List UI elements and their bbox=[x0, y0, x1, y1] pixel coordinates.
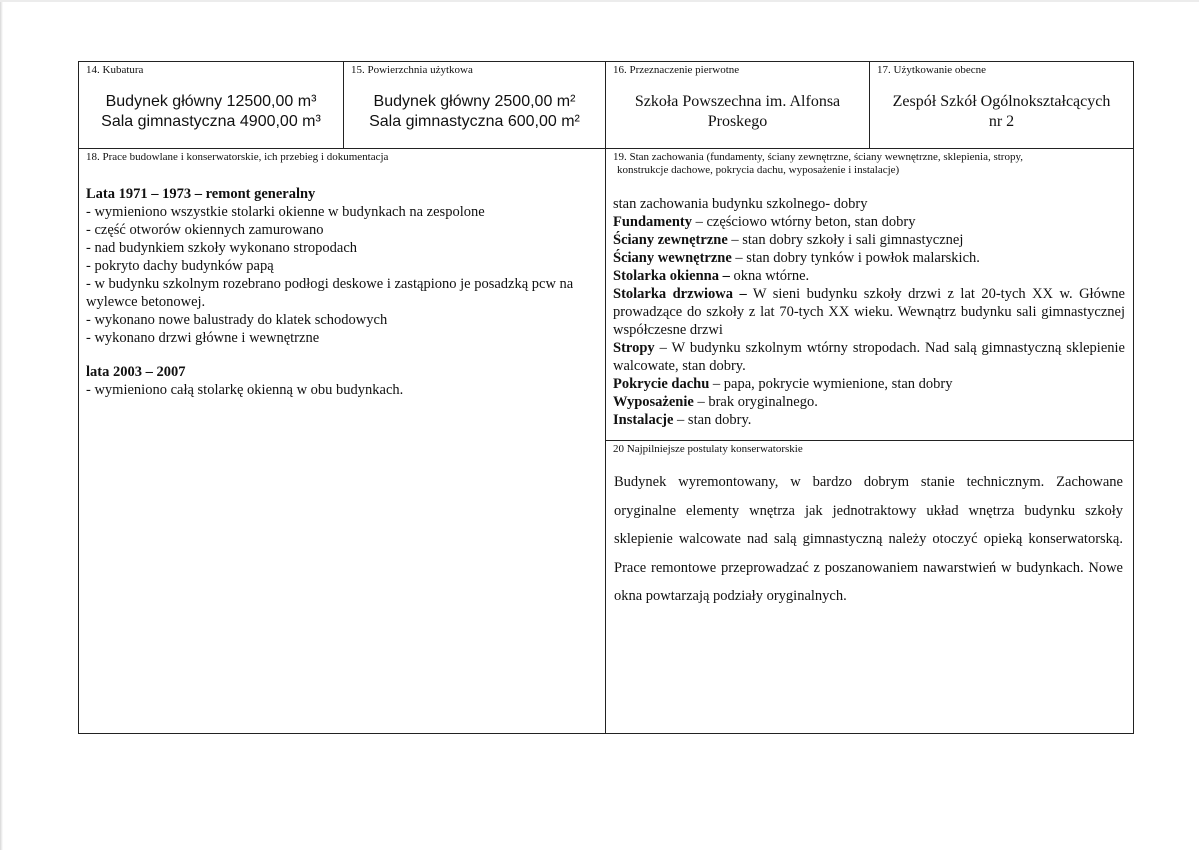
cell-16-value bbox=[606, 92, 869, 132]
condition-label: Fundamenty bbox=[613, 214, 692, 230]
cell-15-powierzchnia bbox=[344, 62, 606, 149]
cell-19-header-line-1: 19. Stan zachowania (fundamenty, ściany zewnętrzne, ściany wewnętrzne, sklepienia, stropy, bbox=[613, 151, 1024, 163]
cell-14-header: 14. Kubatura bbox=[86, 64, 144, 76]
condition-item bbox=[613, 375, 1125, 393]
condition-label: Ściany zewnętrzne bbox=[613, 232, 728, 248]
work-item: - wymieniono wszystkie stolarki okienne w budynkach na zespolone bbox=[86, 204, 485, 220]
cell-18-header: 18. Prace budowlane i konserwatorskie, ich przebieg i dokumentacja bbox=[86, 151, 389, 163]
cell-15-line-2: Sala gimnastyczna 600,00 m² bbox=[369, 113, 580, 130]
condition-text: – W budynku szkolnym wtórny stropodach. Nad salą gimnastyczną sklepienie walcowate, stan dobry. bbox=[613, 340, 1125, 374]
cell-17-header: 17. Użytkowanie obecne bbox=[877, 64, 987, 76]
condition-item bbox=[613, 231, 1125, 249]
cell-19-body bbox=[613, 195, 1125, 429]
page-top-edge bbox=[0, 0, 1199, 2]
condition-label: Stolarka okienna – bbox=[613, 268, 730, 284]
work-item: - część otworów okiennych zamurowano bbox=[86, 222, 324, 238]
condition-item bbox=[613, 213, 1125, 231]
condition-label: Wyposażenie bbox=[613, 394, 694, 410]
cell-16-header: 16. Przeznaczenie pierwotne bbox=[613, 64, 740, 76]
cell-19-header bbox=[613, 151, 1127, 177]
condition-label: Stropy bbox=[613, 340, 655, 356]
cell-17-value bbox=[870, 92, 1133, 132]
condition-item bbox=[613, 267, 1125, 285]
condition-label: Pokrycie dachu bbox=[613, 376, 710, 392]
work-item: - nad budynkiem szkoły wykonano stropodach bbox=[86, 240, 358, 256]
condition-item bbox=[613, 393, 1125, 411]
conservation-record-form bbox=[78, 61, 1134, 734]
condition-text: – stan dobry tynków i powłok malarskich. bbox=[731, 250, 980, 266]
cell-19-stan-zachowania bbox=[606, 149, 1133, 441]
cell-20-header: 20 Najpilniejsze postulaty konserwatorskie bbox=[613, 443, 803, 455]
work-item: - wykonano nowe balustrady do klatek schodowych bbox=[86, 312, 388, 328]
cell-15-line-1: Budynek główny 2500,00 m² bbox=[373, 93, 576, 110]
condition-item bbox=[613, 339, 1125, 375]
cell-14-line-1: Budynek główny 12500,00 m³ bbox=[105, 93, 317, 110]
work-item: - wykonano drzwi główne i wewnętrzne bbox=[86, 330, 320, 346]
condition-text: – brak oryginalnego. bbox=[693, 394, 818, 410]
condition-text: W sieni budynku szkoły drzwi z lat 20-tych XX w. Główne prowadzące do szkoły z lat 70-tych XX wieku. Wewnątrz budynku sali gimnastycznej współczesne drzwi bbox=[613, 286, 1125, 338]
condition-text: – papa, pokrycie wymienione, stan dobry bbox=[709, 376, 953, 392]
condition-text: – stan dobry. bbox=[673, 412, 752, 428]
condition-label: Ściany wewnętrzne bbox=[613, 250, 732, 266]
cell-15-header: 15. Powierzchnia użytkowa bbox=[351, 64, 473, 76]
page-edge-shadow bbox=[0, 0, 3, 850]
work-item: - wymieniono całą stolarkę okienną w obu budynkach. bbox=[86, 382, 404, 398]
condition-item bbox=[613, 285, 1125, 339]
condition-item bbox=[613, 411, 1125, 429]
cell-18-body bbox=[86, 185, 597, 399]
cell-17-uzytkowanie bbox=[870, 62, 1133, 149]
section-title-1971: Lata 1971 – 1973 – remont generalny bbox=[86, 186, 316, 202]
cell-14-line-2: Sala gimnastyczna 4900,00 m³ bbox=[101, 113, 321, 130]
cell-19-header-line-2: konstrukcje dachowe, pokrycia dachu, wyposażenie i instalacje) bbox=[617, 164, 900, 176]
cell-16-przeznaczenie bbox=[606, 62, 870, 149]
cell-16-line-2: Proskego bbox=[707, 113, 768, 130]
work-item: - pokryto dachy budynków papą bbox=[86, 258, 274, 274]
condition-item bbox=[613, 249, 1125, 267]
cell-20-postulaty bbox=[606, 441, 1133, 733]
section-title-2003: lata 2003 – 2007 bbox=[86, 364, 186, 380]
condition-text: okna wtórne. bbox=[729, 268, 810, 284]
condition-text: – stan dobry szkoły i sali gimnastycznej bbox=[727, 232, 964, 248]
condition-intro: stan zachowania budynku szkolnego- dobry bbox=[613, 196, 868, 212]
cell-17-line-2: nr 2 bbox=[988, 113, 1015, 130]
cell-14-value bbox=[79, 92, 343, 132]
cell-16-line-1: Szkoła Powszechna im. Alfonsa bbox=[634, 93, 841, 110]
condition-text: – częściowo wtórny beton, stan dobry bbox=[691, 214, 916, 230]
cell-20-text: Budynek wyremontowany, w bardzo dobrym stanie technicznym. Zachowane oryginalne elementy wnętrza jak jednotraktowy układ wnętrza budynku szkoły sklepienie walcowate nad salą gimnastyczną należy otoczyć opieką konserwatorską. Prace remontowe przeprowadzać z poszanowaniem nawarstwień w budynkach. Nowe okna powtarzają podziały oryginalnych. bbox=[614, 474, 1123, 604]
condition-label: Stolarka drzwiowa – bbox=[613, 286, 747, 302]
condition-label: Instalacje bbox=[613, 412, 674, 428]
cell-18-prace-budowlane bbox=[79, 149, 606, 733]
cell-17-line-1: Zespół Szkół Ogólnokształcących bbox=[892, 93, 1111, 110]
cell-14-kubatura bbox=[79, 62, 344, 149]
work-item: - w budynku szkolnym rozebrano podłogi deskowe i zastąpiono je posadzką pcw na wylewce betonowej. bbox=[86, 276, 574, 310]
cell-15-value bbox=[344, 92, 605, 132]
